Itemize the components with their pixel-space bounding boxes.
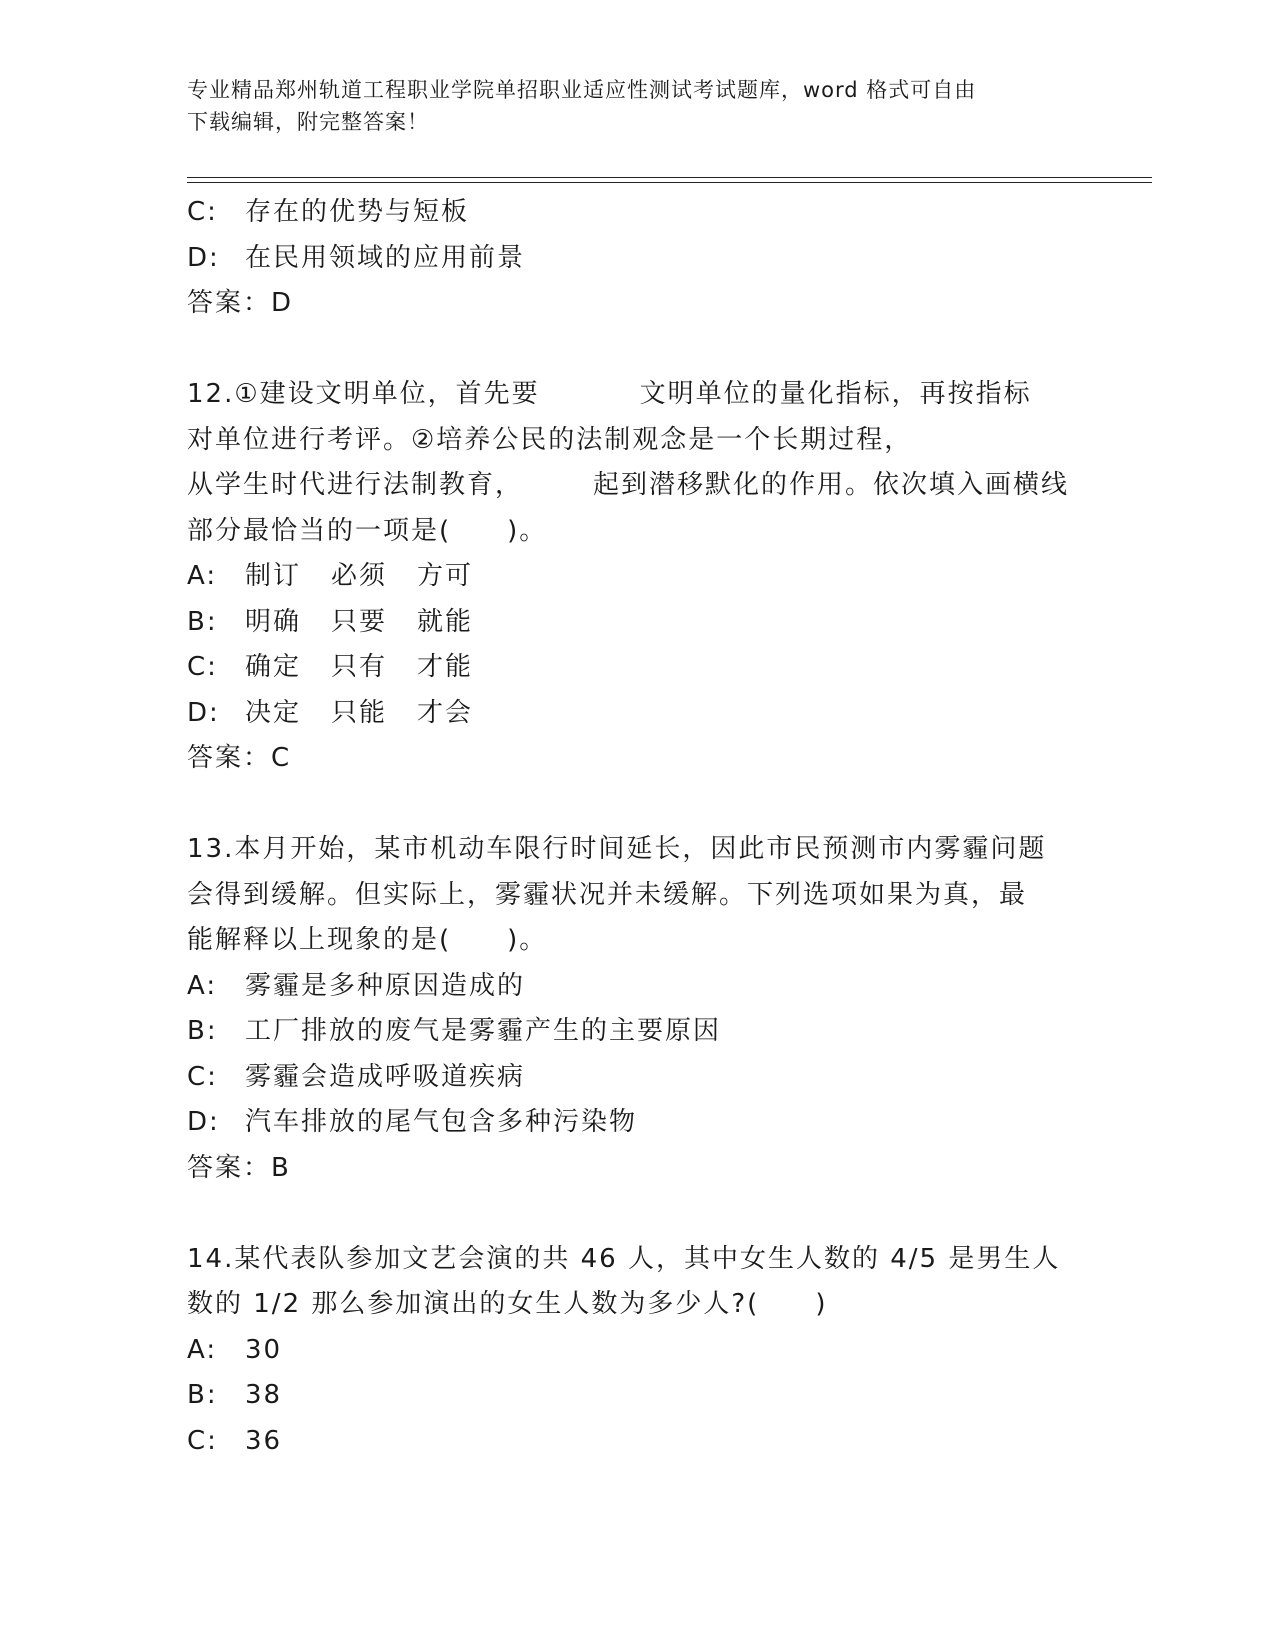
q12-stem-line-4: 部分最恰当的一项是( )。 <box>187 515 548 546</box>
q14-option-a <box>187 1328 1087 1374</box>
option-label: A: <box>187 561 218 591</box>
option-word: 只要 <box>331 606 388 637</box>
q11-answer: 答案：D <box>187 288 294 318</box>
header-rule-top <box>187 177 1152 178</box>
q12-stem-part: 从学生时代进行法制教育， <box>187 470 524 500</box>
option-label: A: <box>187 1334 218 1365</box>
option-label: D: <box>187 697 220 728</box>
option-text: 在民用领域的应用前景 <box>245 242 526 273</box>
q13-option-c <box>187 1055 1087 1101</box>
q13-option-b <box>187 1009 1087 1055</box>
q12-option-d <box>187 691 1087 737</box>
header-rule-bottom <box>187 182 1152 183</box>
option-text: 38 <box>245 1380 283 1410</box>
q12-stem-part: 起到潜移默化的作用。依次填入画横线 <box>593 470 1070 500</box>
q13-option-a <box>187 964 1087 1010</box>
option-label: C: <box>187 1425 218 1456</box>
option-word: 只能 <box>331 697 388 728</box>
option-text: 工厂排放的废气是雾霾产生的主要原因 <box>245 1016 722 1046</box>
option-text: 36 <box>245 1425 283 1456</box>
q13-stem-line-3: 能解释以上现象的是( )。 <box>187 925 548 955</box>
q13-option-d <box>187 1100 1087 1146</box>
option-word: 只有 <box>331 652 388 682</box>
option-text: 30 <box>245 1334 283 1365</box>
option-label: C: <box>187 197 218 227</box>
option-word: 明确 <box>245 606 302 637</box>
option-label: D: <box>187 1107 220 1137</box>
q12-option-c <box>187 645 1087 691</box>
q12-answer: 答案：C <box>187 743 292 773</box>
q11-option-d <box>187 236 1087 282</box>
option-text: 存在的优势与短板 <box>245 197 470 227</box>
option-word: 方可 <box>417 561 474 591</box>
q12-stem-line-2: 对单位进行考评。②培养公民的法制观念是一个长期过程， <box>187 424 913 455</box>
q13-stem-line-1: 13.本月开始，某市机动车限行时间延长，因此市民预测市内雾霾问题 <box>187 834 1047 864</box>
question-content <box>187 190 1087 1464</box>
option-word: 就能 <box>417 606 474 637</box>
q14-option-b <box>187 1373 1087 1419</box>
q12-stem-line-3 <box>187 463 1087 509</box>
page-header <box>187 74 1067 138</box>
header-line-2: 下载编辑，附完整答案！ <box>187 110 429 134</box>
q12-option-a <box>187 554 1087 600</box>
option-word: 确定 <box>245 652 302 682</box>
option-word: 决定 <box>245 697 302 728</box>
option-word: 制订 <box>245 561 302 591</box>
option-label: D: <box>187 242 220 273</box>
option-text: 雾霾是多种原因造成的 <box>245 970 526 1001</box>
option-text: 汽车排放的尾气包含多种污染物 <box>245 1107 638 1137</box>
q11-option-c <box>187 190 1087 236</box>
q12-stem-line-1 <box>187 372 1087 418</box>
option-text: 雾霾会造成呼吸道疾病 <box>245 1061 526 1092</box>
q14-option-c <box>187 1419 1087 1465</box>
q13-stem-line-2: 会得到缓解。但实际上，雾霾状况并未缓解。下列选项如果为真，最 <box>187 879 1028 910</box>
q12-stem-part: 12.①建设文明单位，首先要 <box>187 379 540 409</box>
option-word: 必须 <box>331 561 388 591</box>
option-label: B: <box>187 606 218 637</box>
q12-stem-part: 文明单位的量化指标，再按指标 <box>639 379 1032 409</box>
header-line-1: 专业精品郑州轨道工程职业学院单招职业适应性测试考试题库，word 格式可自由 <box>187 78 977 102</box>
q13-answer: 答案：B <box>187 1152 291 1183</box>
q14-stem-line-2: 数的 1/2 那么参加演出的女生人数为多少人?( ) <box>187 1289 828 1319</box>
option-word: 才能 <box>417 652 474 682</box>
option-label: C: <box>187 652 218 682</box>
q14-stem-line-1: 14.某代表队参加文艺会演的共 46 人，其中女生人数的 4/5 是男生人 <box>187 1243 1061 1274</box>
q12-option-b <box>187 600 1087 646</box>
option-label: B: <box>187 1380 218 1410</box>
option-label: B: <box>187 1016 218 1046</box>
option-word: 才会 <box>417 697 474 728</box>
option-label: A: <box>187 970 218 1001</box>
option-label: C: <box>187 1061 218 1092</box>
